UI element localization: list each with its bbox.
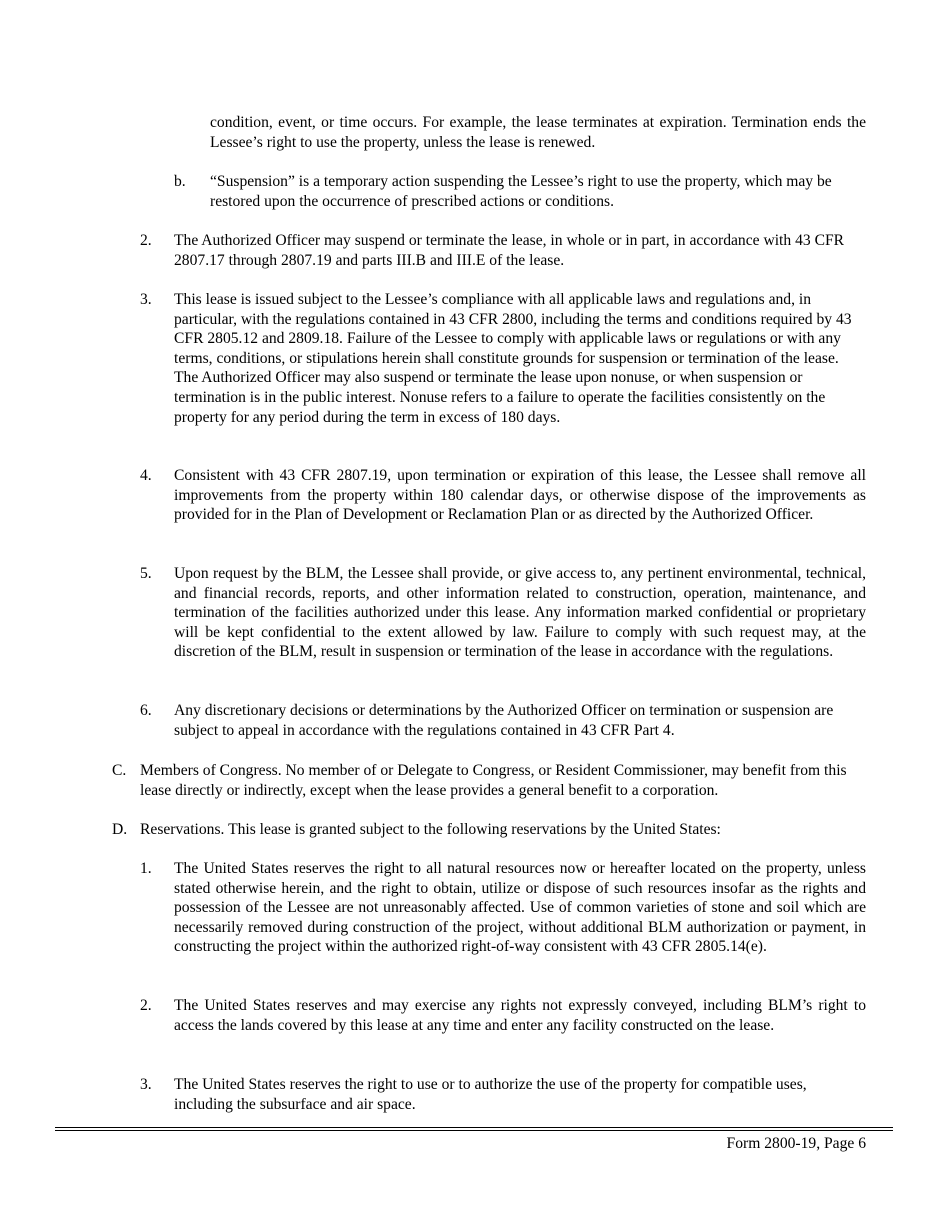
- item-marker: 1.: [140, 860, 152, 877]
- footer-rule-bottom: [55, 1130, 893, 1131]
- item-text: The United States reserves and may exercise any rights not expressly conveyed, including BLM’s right to access the lands covered by this lease at any time and enter any facility constructed on the lease.: [174, 997, 866, 1034]
- item-marker: 2.: [140, 232, 152, 249]
- item-marker: 5.: [140, 565, 152, 582]
- item-marker: 3.: [140, 1076, 152, 1093]
- section-marker: D.: [112, 821, 128, 838]
- item-text: Any discretionary decisions or determinations by the Authorized Officer on termination or suspension are subject to appeal in accordance with the regulations contained in 43 CFR Part 4.: [174, 702, 834, 739]
- section-marker: C.: [112, 762, 127, 779]
- item-text: “Suspension” is a temporary action suspending the Lessee’s right to use the property, which may be restored upon the occurrence of prescribed actions or conditions.: [210, 173, 832, 210]
- item-text: Upon request by the BLM, the Lessee shall provide, or give access to, any pertinent environmental, technical, and financial records, reports, and other information related to construction, operation, maintenance, and termination of the facilities authorized under this lease. Any information marked confidential or proprietary will be kept confidential to the extent allowed by law. Failure to comply with such request may, at the discretion of the BLM, result in suspension or termination of the lease in accordance with the regulations.: [174, 565, 866, 661]
- footer-rule-top: [55, 1127, 893, 1128]
- item-marker: 2.: [140, 997, 152, 1014]
- item-marker: 4.: [140, 467, 152, 484]
- item-text: Consistent with 43 CFR 2807.19, upon termination or expiration of this lease, the Lessee shall remove all improvements from the property within 180 calendar days, or otherwise dispose of the improvements as provided for in the Plan of Development or Reclamation Plan or as directed by the Authorized Officer.: [174, 467, 866, 524]
- page-footer-label: Form 2800-19, Page 6: [726, 1135, 866, 1152]
- item-marker: 6.: [140, 702, 152, 719]
- item-text: This lease is issued subject to the Lessee’s compliance with all applicable laws and regulations and, in particular, with the regulations contained in 43 CFR 2800, including the terms and conditions required by 43 CFR 2805.12 and 2809.18. Failure of the Lessee to comply with applicable laws or regulations or with any terms, conditions, or stipulations herein shall constitute grounds for suspension or termination of the lease. The Authorized Officer may also suspend or terminate the lease upon nonuse, or when suspension or termination is in the public interest. Nonuse refers to a failure to operate the facilities consistently on the property for any period during the term in excess of 180 days.: [174, 291, 852, 426]
- item-text: The United States reserves the right to use or to authorize the use of the property for compatible uses, including the subsurface and air space.: [174, 1076, 807, 1113]
- section-text: Members of Congress. No member of or Delegate to Congress, or Resident Commissioner, may benefit from this lease directly or indirectly, except when the lease provides a general benefit to a corporation.: [140, 762, 847, 799]
- item-text: The Authorized Officer may suspend or terminate the lease, in whole or in part, in accordance with 43 CFR 2807.17 through 2807.19 and parts III.B and III.E of the lease.: [174, 232, 845, 269]
- item-marker: 3.: [140, 291, 152, 308]
- section-text: Reservations. This lease is granted subject to the following reservations by the United States:: [140, 821, 721, 838]
- continuation-text: condition, event, or time occurs. For example, the lease terminates at expiration. Termination ends the Lessee’s right to use the property, unless the lease is renewed.: [210, 114, 866, 151]
- item-text: The United States reserves the right to all natural resources now or hereafter located on the property, unless stated otherwise herein, and the right to obtain, utilize or dispose of such resources insofar as the rights and possession of the Lessee are not unreasonably affected. Use of common varieties of stone and soil which are necessarily removed during construction of the project, without additional BLM authorization or payment, in constructing the project within the authorized right-of-way consistent with 43 CFR 2805.14(e).: [174, 860, 866, 956]
- item-marker: b.: [174, 173, 186, 190]
